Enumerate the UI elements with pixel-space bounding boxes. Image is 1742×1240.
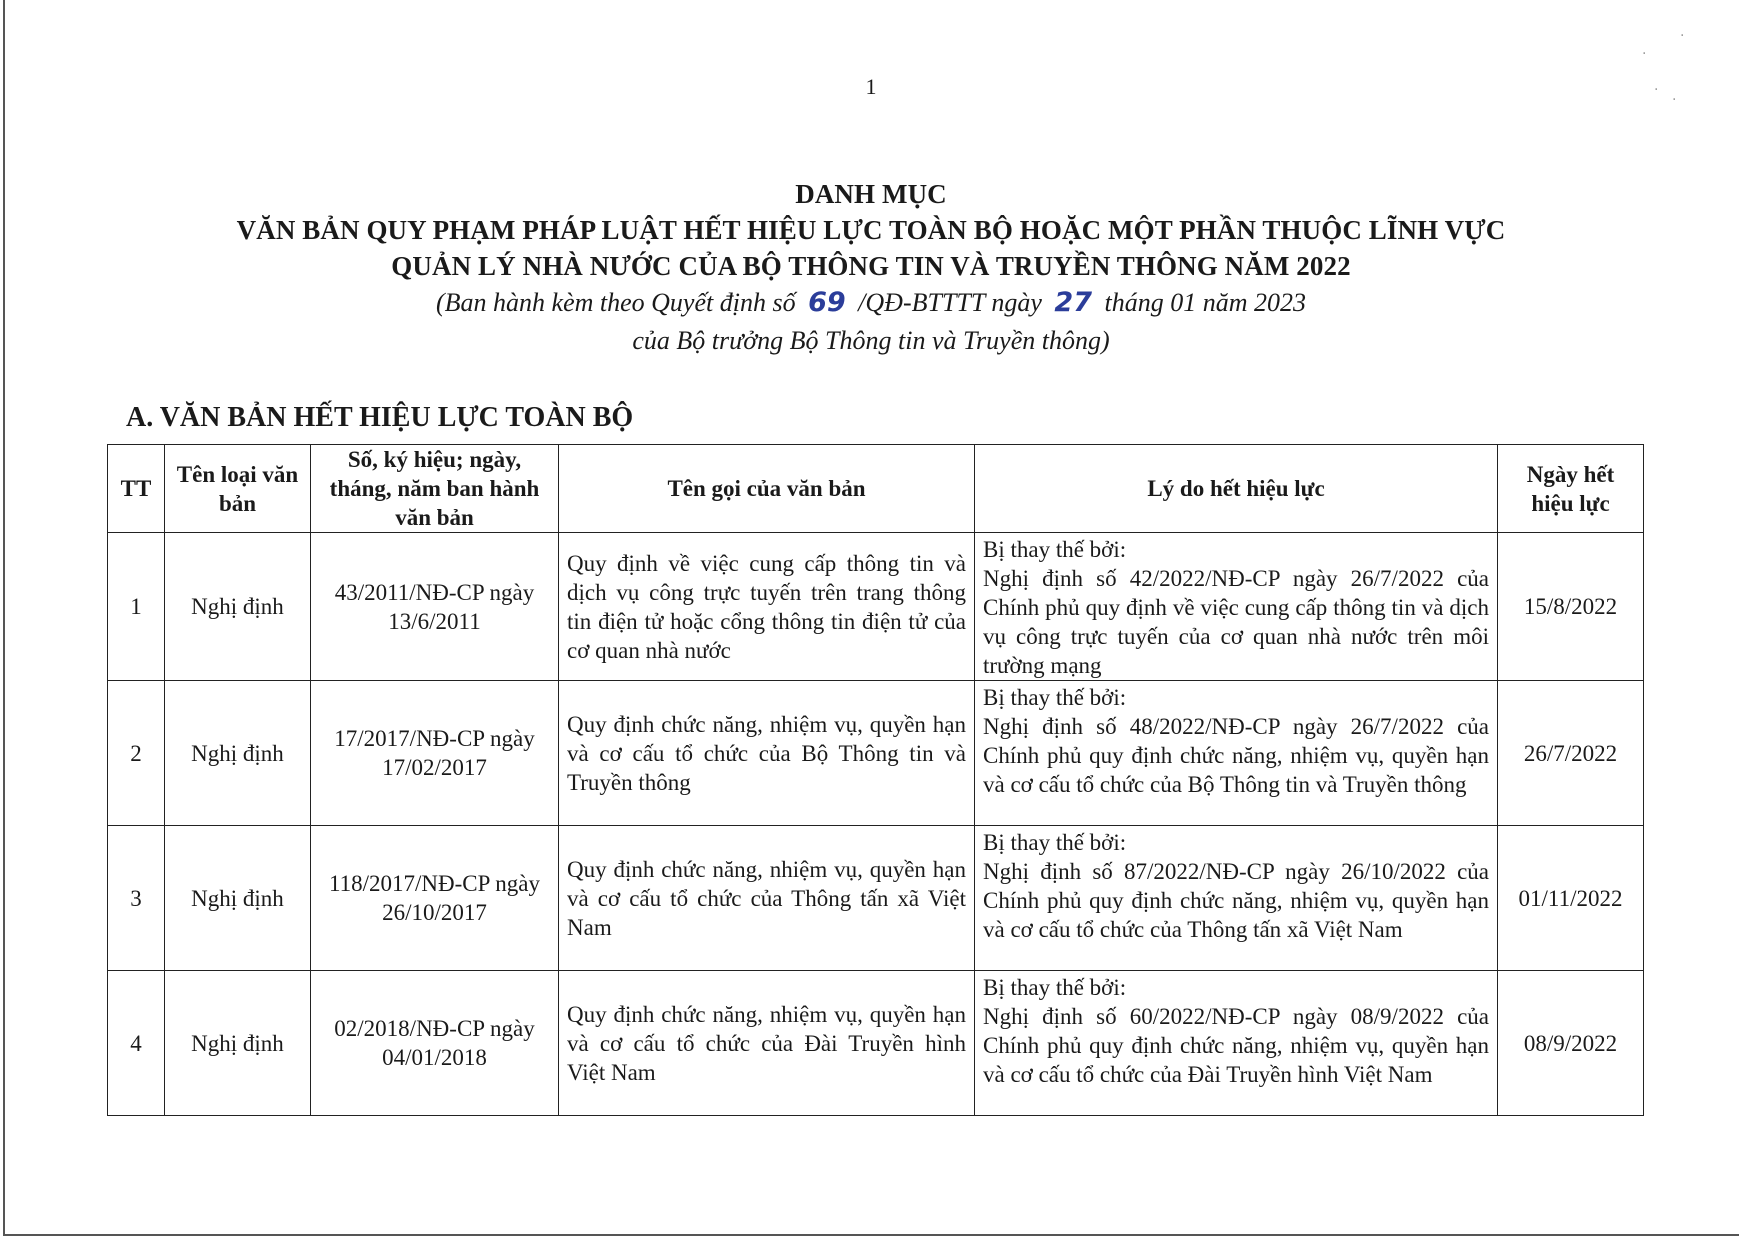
cell-number: 02/2018/NĐ-CP ngày 04/01/2018 [311,971,559,1116]
cell-tt: 4 [108,971,165,1116]
scan-speck: · [1680,28,1685,44]
reason-text: Nghị định số 48/2022/NĐ-CP ngày 26/7/2022 của Chính phủ quy định chức năng, nhiệm vụ, quyền hạn và cơ cấu tổ chức của Bộ Thông tin và Truyền thông [983,714,1489,797]
reason-text: Nghị định số 87/2022/NĐ-CP ngày 26/10/2022 của Chính phủ quy định chức năng, nhiệm vụ, quyền hạn và cơ cấu tổ chức của Thông tấn xã Việt Nam [983,859,1489,942]
cell-type: Nghị định [165,533,311,681]
page-number: 1 [865,74,877,99]
scan-speck: · [1654,82,1659,98]
decision-middle: /QĐ-BTTTT ngày [858,288,1042,317]
cell-reason [975,971,1498,1116]
column-header-name: Tên gọi của văn bản [559,445,975,533]
reason-text: Nghị định số 42/2022/NĐ-CP ngày 26/7/2022 của Chính phủ quy định về việc cung cấp thông tin và dịch vụ công trực tuyến của cơ quan nhà nước trên môi trường mạng [983,566,1489,678]
cell-name: Quy định chức năng, nhiệm vụ, quyền hạn và cơ cấu tổ chức của Bộ Thông tin và Truyền thông [559,681,975,826]
cell-name: Quy định chức năng, nhiệm vụ, quyền hạn và cơ cấu tổ chức của Thông tấn xã Việt Nam [559,826,975,971]
column-header-tt: TT [108,445,165,533]
column-header-reason: Lý do hết hiệu lực [975,445,1498,533]
reason-label: Bị thay thế bởi: [983,537,1127,562]
reason-label: Bị thay thế bởi: [983,830,1127,855]
cell-name: Quy định chức năng, nhiệm vụ, quyền hạn và cơ cấu tổ chức của Đài Truyền hình Việt Nam [559,971,975,1116]
cell-reason [975,681,1498,826]
cell-number: 17/2017/NĐ-CP ngày 17/02/2017 [311,681,559,826]
document-title: DANH MỤC [795,179,947,209]
table-row [108,826,1644,971]
handwritten-decision-number: 69 [808,287,846,318]
cell-type: Nghị định [165,971,311,1116]
section-a-heading: A. VĂN BẢN HẾT HIỆU LỰC TOÀN BỘ [126,402,634,433]
cell-reason [975,826,1498,971]
table-row [108,533,1644,681]
column-header-type: Tên loại văn bản [165,445,311,533]
table-header-row [108,445,1644,533]
title-block [0,176,1742,360]
scan-speck: · [1672,92,1677,108]
cell-type: Nghị định [165,681,311,826]
decision-reference [0,284,1742,322]
cell-number: 43/2011/NĐ-CP ngày 13/6/2011 [311,533,559,681]
cell-expiry: 01/11/2022 [1498,826,1644,971]
reason-label: Bị thay thế bởi: [983,685,1127,710]
cell-expiry: 15/8/2022 [1498,533,1644,681]
table-row [108,971,1644,1116]
expired-documents-table [107,444,1644,1116]
cell-expiry: 08/9/2022 [1498,971,1644,1116]
issuer-line: của Bộ trưởng Bộ Thông tin và Truyền thông) [632,326,1110,355]
handwritten-decision-day: 27 [1054,287,1092,318]
document-title-line-3: QUẢN LÝ NHÀ NƯỚC CỦA BỘ THÔNG TIN VÀ TRUYỀN THÔNG NĂM 2022 [391,251,1351,281]
reason-label: Bị thay thế bởi: [983,975,1127,1000]
decision-suffix: tháng 01 năm 2023 [1104,288,1306,317]
cell-expiry: 26/7/2022 [1498,681,1644,826]
cell-type: Nghị định [165,826,311,971]
scan-speck: · [1642,46,1647,62]
cell-tt: 2 [108,681,165,826]
reason-text: Nghị định số 60/2022/NĐ-CP ngày 08/9/2022 của Chính phủ quy định chức năng, nhiệm vụ, quyền hạn và cơ cấu tổ chức của Đài Truyền hình Việt Nam [983,1004,1489,1087]
cell-name: Quy định về việc cung cấp thông tin và dịch vụ công trực tuyến trên trang thông tin điện tử hoặc cổng thông tin điện tử của cơ quan nhà nước [559,533,975,681]
document-title-line-2: VĂN BẢN QUY PHẠM PHÁP LUẬT HẾT HIỆU LỰC TOÀN BỘ HOẶC MỘT PHẦN THUỘC LĨNH VỰC [236,215,1506,245]
cell-number: 118/2017/NĐ-CP ngày 26/10/2017 [311,826,559,971]
cell-reason [975,533,1498,681]
column-header-expiry: Ngày hết hiệu lực [1498,445,1644,533]
column-header-number: Số, ký hiệu; ngày, tháng, năm ban hành văn bản [311,445,559,533]
decision-prefix: (Ban hành kèm theo Quyết định số [436,288,796,317]
cell-tt: 3 [108,826,165,971]
table-row [108,681,1644,826]
cell-tt: 1 [108,533,165,681]
